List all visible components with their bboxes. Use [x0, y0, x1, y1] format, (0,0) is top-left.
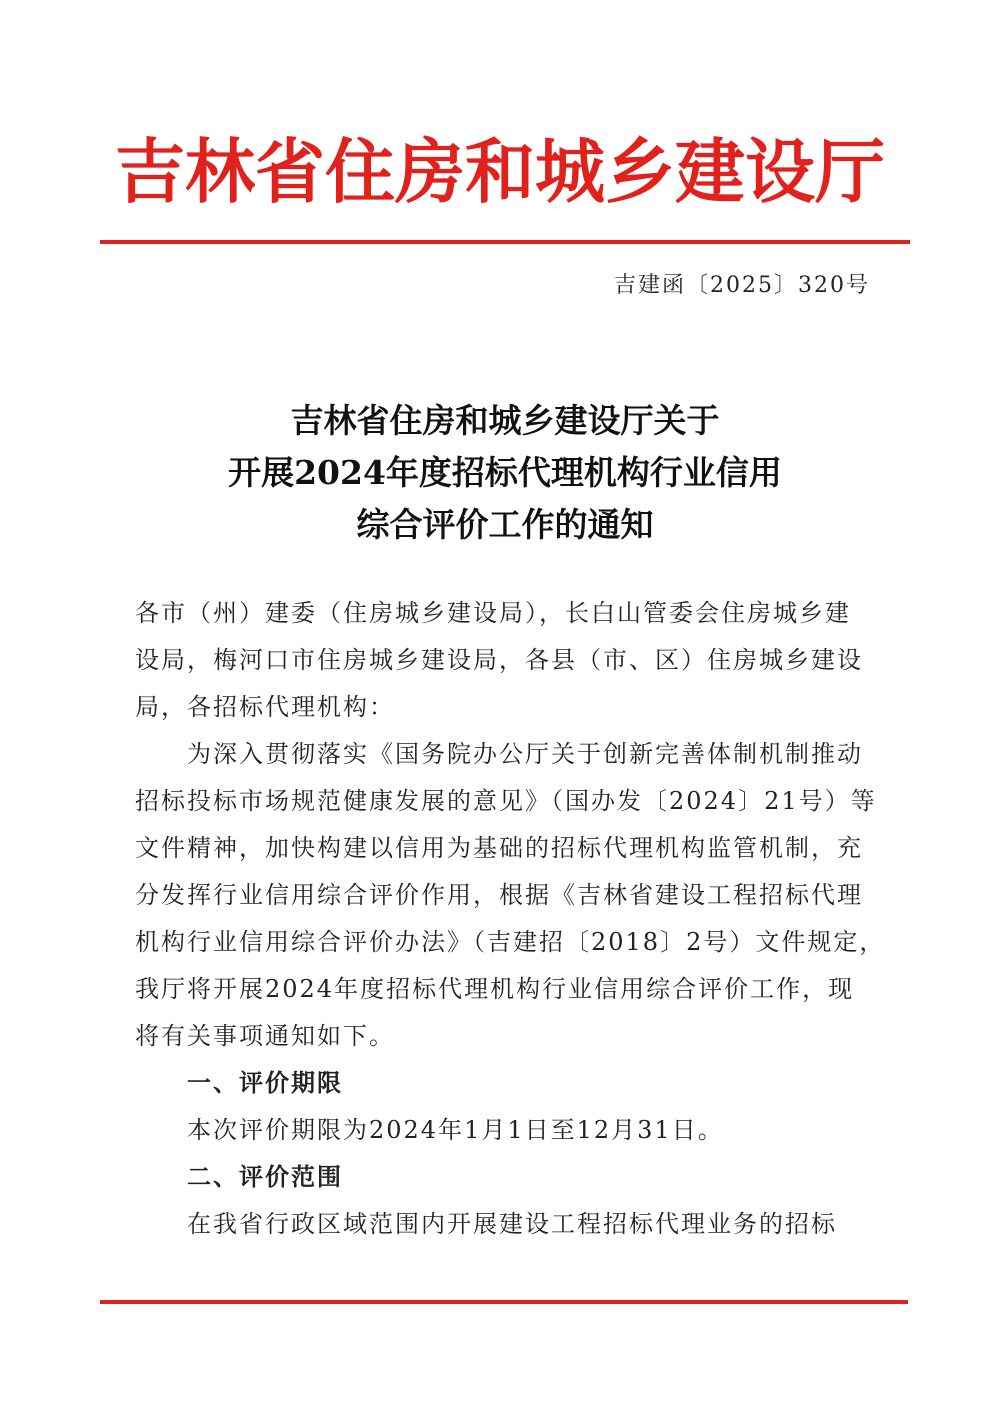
- letterhead-red-rule: [100, 240, 910, 244]
- addressee-line: 各市（州）建委（住房城乡建设局），长白山管委会住房城乡建: [135, 599, 851, 627]
- document-title: [100, 395, 910, 551]
- paragraph-line: 在我省行政区域范围内开展建设工程招标代理业务的招标: [187, 1210, 837, 1238]
- paragraph-line: 本次评价期限为2024年1月1日至12月31日。: [187, 1116, 724, 1144]
- section-heading: 二、评价范围: [187, 1163, 343, 1191]
- footer-red-rule: [100, 1300, 908, 1304]
- document-number: 吉建函〔2025〕320号: [614, 273, 870, 298]
- paragraph-line: 为深入贯彻落实《国务院办公厅关于创新完善体制机制推动: [187, 740, 863, 768]
- section-heading: 一、评价期限: [187, 1069, 343, 1097]
- paragraph-line: 文件精神，加快构建以信用为基础的招标代理机构监管机制，充: [135, 834, 863, 862]
- paragraph-line: 招标投标市场规范健康发展的意见》（国办发〔2024〕21号）等: [135, 787, 877, 815]
- paragraph-line: 分发挥行业信用综合评价作用，根据《吉林省建设工程招标代理: [135, 881, 863, 909]
- paragraph-line: 机构行业信用综合评价办法》（吉建招〔2018〕2号）文件规定，: [135, 928, 886, 956]
- document-body: [135, 590, 886, 1248]
- addressee-line: 设局，梅河口市住房城乡建设局，各县（市、区）住房城乡建设: [135, 646, 863, 674]
- paragraph-line: 我厅将开展2024年度招标代理机构行业信用综合评价工作，现: [135, 975, 855, 1003]
- title-line-3: 综合评价工作的通知: [356, 505, 654, 544]
- letterhead-org-name: 吉林省住房和城乡建设厅: [115, 131, 885, 213]
- addressee-line: 局，各招标代理机构：: [135, 693, 395, 721]
- title-line-1: 吉林省住房和城乡建设厅关于: [290, 401, 720, 440]
- paragraph-line: 将有关事项通知如下。: [135, 1022, 395, 1050]
- title-line-2: 开展2024年度招标代理机构行业信用: [228, 453, 782, 492]
